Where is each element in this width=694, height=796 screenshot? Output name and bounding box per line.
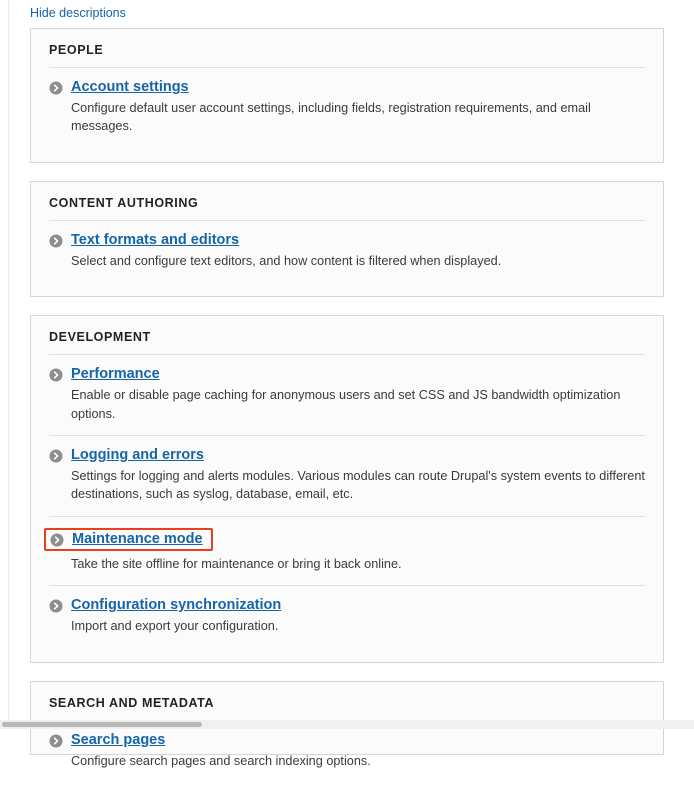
section-development — [30, 315, 664, 662]
section-title: CONTENT AUTHORING — [49, 195, 199, 210]
section-title: SEARCH AND METADATA — [49, 695, 215, 710]
page-content — [9, 0, 685, 768]
item-header — [49, 232, 645, 248]
link-text-formats-and-editors[interactable]: Text formats and editors — [71, 231, 240, 248]
descriptions-toggle-row — [9, 0, 685, 28]
chevron-circle-right-icon — [49, 734, 63, 748]
section-body — [31, 720, 663, 796]
item-description: Select and configure text editors, and how content is filtered when displayed. — [71, 253, 502, 268]
chevron-circle-right-icon — [50, 533, 64, 547]
section-body — [31, 354, 663, 661]
item-description: Import and export your configuration. — [71, 619, 279, 634]
list-item — [49, 720, 645, 782]
item-header — [49, 79, 645, 95]
chevron-circle-right-icon — [49, 449, 63, 463]
item-description: Take the site offline for maintenance or bring it back online. — [71, 556, 402, 571]
link-account-settings[interactable]: Account settings — [71, 79, 189, 95]
item-header — [49, 732, 645, 748]
item-header — [49, 597, 645, 613]
link-logging-and-errors[interactable]: Logging and errors — [71, 447, 204, 464]
list-item — [49, 354, 645, 435]
chevron-circle-right-icon — [49, 368, 63, 382]
item-description: Configure default user account settings, including fields, registration requirements, and email messages. — [71, 101, 591, 134]
section-title: DEVELOPMENT — [49, 330, 151, 345]
section-search-and-metadata — [30, 681, 664, 768]
list-item-maintenance-mode — [49, 516, 645, 585]
highlight-annotation — [44, 528, 213, 551]
section-body — [31, 220, 663, 296]
link-performance[interactable]: Performance — [71, 366, 160, 383]
item-description: Settings for logging and alerts modules. Various modules can route Drupal's system events to different destinations, such as syslog, database, email, etc. — [71, 469, 645, 502]
scrollbar-thumb[interactable] — [2, 722, 202, 727]
right-gutter — [686, 0, 694, 729]
list-item — [49, 585, 645, 647]
chevron-circle-right-icon — [49, 234, 63, 248]
item-description: Configure search pages and search indexing options. — [71, 753, 371, 768]
item-description: Enable or disable page caching for anonymous users and set CSS and JS bandwidth optimization options. — [71, 388, 621, 421]
section-content-authoring — [30, 181, 664, 297]
left-gutter — [0, 0, 9, 729]
hide-descriptions-link[interactable]: Hide descriptions — [30, 6, 126, 20]
link-configuration-synchronization[interactable]: Configuration synchronization — [71, 597, 282, 614]
item-header — [49, 447, 645, 463]
section-people — [30, 28, 664, 163]
chevron-circle-right-icon — [49, 81, 63, 95]
link-maintenance-mode[interactable]: Maintenance mode — [72, 530, 203, 547]
link-search-pages[interactable]: Search pages — [71, 731, 166, 748]
item-header — [50, 531, 203, 547]
section-title: PEOPLE — [49, 43, 104, 57]
chevron-circle-right-icon — [49, 599, 63, 613]
horizontal-scrollbar[interactable] — [0, 720, 694, 729]
list-item — [49, 67, 645, 148]
list-item — [49, 435, 645, 516]
list-item — [49, 220, 645, 282]
item-header — [49, 366, 645, 382]
section-body — [31, 67, 663, 162]
